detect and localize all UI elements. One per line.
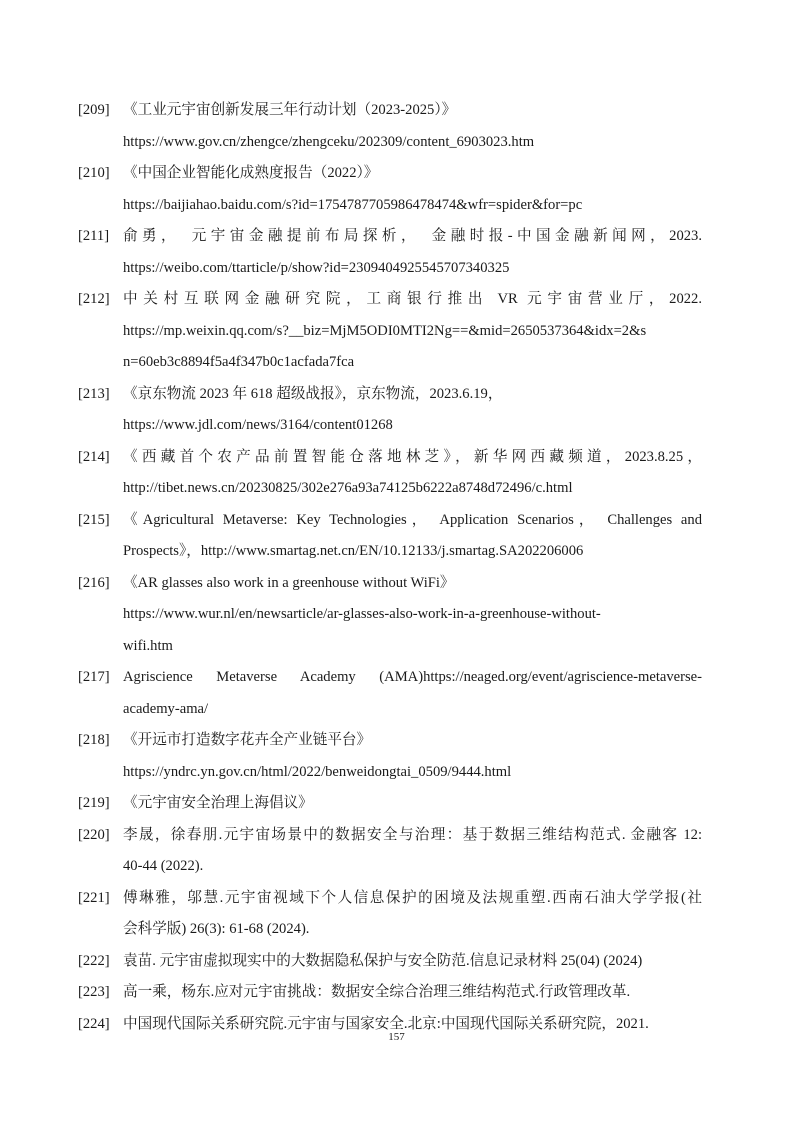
reference-text: 俞勇， 元宇宙金融提前布局探析， 金融时报-中国金融新闻网，2023.: [123, 228, 702, 244]
reference-text: 《元宇宙安全治理上海倡议》: [123, 795, 313, 811]
reference-218: [78, 725, 702, 788]
reference-link[interactable]: https://www.wur.nl/en/newsarticle/ar-glasses-also-work-in-a-greenhouse-without-: [123, 606, 601, 622]
reference-link[interactable]: https://yndrc.yn.gov.cn/html/2022/benweidongtai_0509/9444.html: [123, 763, 512, 780]
reference-number: [224]: [78, 1015, 110, 1032]
reference-text: 中关村互联网金融研究院，工商银行推出 VR 元宇宙营业厅，2022.: [123, 291, 702, 307]
reference-text: 高一乘，杨东.应对元宇宙挑战：数据安全综合治理三维结构范式.行政管理改革.: [123, 984, 631, 1000]
reference-number: [215]: [78, 511, 110, 528]
reference-221: [78, 883, 702, 946]
reference-number: [212]: [78, 291, 110, 307]
reference-number: [217]: [78, 669, 110, 685]
reference-text-continued: 会科学版) 26(3): 61-68 (2024).: [123, 921, 310, 937]
reference-link[interactable]: https://www.gov.cn/zhengce/zhengceku/202309/content_6903023.htm: [123, 133, 535, 150]
reference-number: [219]: [78, 795, 110, 811]
reference-text: 中国现代国际关系研究院.元宇宙与国家安全.北京:中国现代国际关系研究院，2021.: [123, 1015, 649, 1032]
reference-link-continued[interactable]: n=60eb3c8894f5a4f347b0c1acfada7fca: [123, 354, 355, 370]
reference-number: [211]: [78, 228, 110, 244]
reference-link[interactable]: https://mp.weixin.qq.com/s?__biz=MjM5ODI0MTI2Ng==&mid=2650537364&idx=2&s: [123, 322, 647, 339]
reference-text: 《西藏首个农产品前置智能仓落地林芝》，新华网西藏频道，2023.8.25，: [123, 448, 702, 465]
reference-text-continued[interactable]: Prospects》，http://www.smartag.net.cn/EN/10.12133/j.smartag.SA202206006: [123, 543, 584, 559]
reference-number: [210]: [78, 165, 110, 181]
reference-text: 傅琳雅，邬慧.元宇宙视域下个人信息保护的困境及法规重塑.西南石油大学学报(社: [123, 889, 702, 906]
reference-number: [214]: [78, 448, 110, 465]
reference-211: [78, 221, 702, 284]
reference-link[interactable]: http://tibet.news.cn/20230825/302e276a93a74125b6222a8748d72496/c.html: [123, 480, 573, 496]
reference-213: [78, 379, 702, 442]
reference-219: [78, 788, 702, 820]
reference-220: [78, 820, 702, 883]
reference-217: [78, 662, 702, 725]
reference-number: [223]: [78, 984, 110, 1000]
reference-text: 李晟，徐春朋.元宇宙场景中的数据安全与治理：基于数据三维结构范式. 金融客 12:: [123, 826, 702, 843]
reference-number: [209]: [78, 102, 110, 118]
reference-text: 《京东物流 2023 年 618 超级战报》，京东物流，2023.6.19，: [123, 385, 503, 402]
reference-link-continued[interactable]: wifi.htm: [123, 637, 173, 654]
reference-link-continued[interactable]: academy-ama/: [123, 700, 209, 717]
reference-212: [78, 284, 702, 379]
reference-216: [78, 568, 702, 663]
reference-text: 《开远市打造数字花卉全产业链平台》: [123, 732, 372, 748]
reference-222: [78, 946, 702, 978]
reference-number: [220]: [78, 826, 110, 843]
reference-209: [78, 95, 702, 158]
reference-link[interactable]: https://baijiahao.baidu.com/s?id=1754787705986478474&wfr=spider&for=pc: [123, 196, 583, 213]
reference-223: [78, 977, 702, 1009]
reference-text: 《中国企业智能化成熟度报告（2022）》: [123, 165, 379, 181]
reference-number: [221]: [78, 889, 110, 906]
reference-text: 袁苗. 元宇宙虚拟现实中的大数据隐私保护与安全防范.信息记录材料 25(04) (2024): [123, 952, 643, 969]
reference-number: [213]: [78, 385, 110, 402]
reference-list: [78, 95, 702, 1040]
reference-text-continued: 40-44 (2022).: [123, 858, 204, 874]
reference-text: 《工业元宇宙创新发展三年行动计划（2023-2025）》: [123, 102, 457, 118]
reference-link[interactable]: https://www.jdl.com/news/3164/content01268: [123, 417, 393, 433]
reference-link[interactable]: https://weibo.com/ttarticle/p/show?id=2309404925545707340325: [123, 259, 510, 276]
reference-215: [78, 505, 702, 568]
reference-text: 《Agricultural Metaverse: Key Technologies， Application Scenarios， Challenges and: [123, 511, 702, 528]
reference-number: [222]: [78, 952, 110, 969]
reference-214: [78, 442, 702, 505]
reference-text[interactable]: Agriscience Metaverse Academy (AMA)https://neaged.org/event/agriscience-metaverse-: [123, 669, 702, 685]
reference-number: [216]: [78, 574, 110, 591]
reference-text: 《AR glasses also work in a greenhouse without WiFi》: [123, 574, 455, 591]
reference-number: [218]: [78, 732, 110, 748]
page-number: 157: [388, 1031, 405, 1043]
reference-210: [78, 158, 702, 221]
